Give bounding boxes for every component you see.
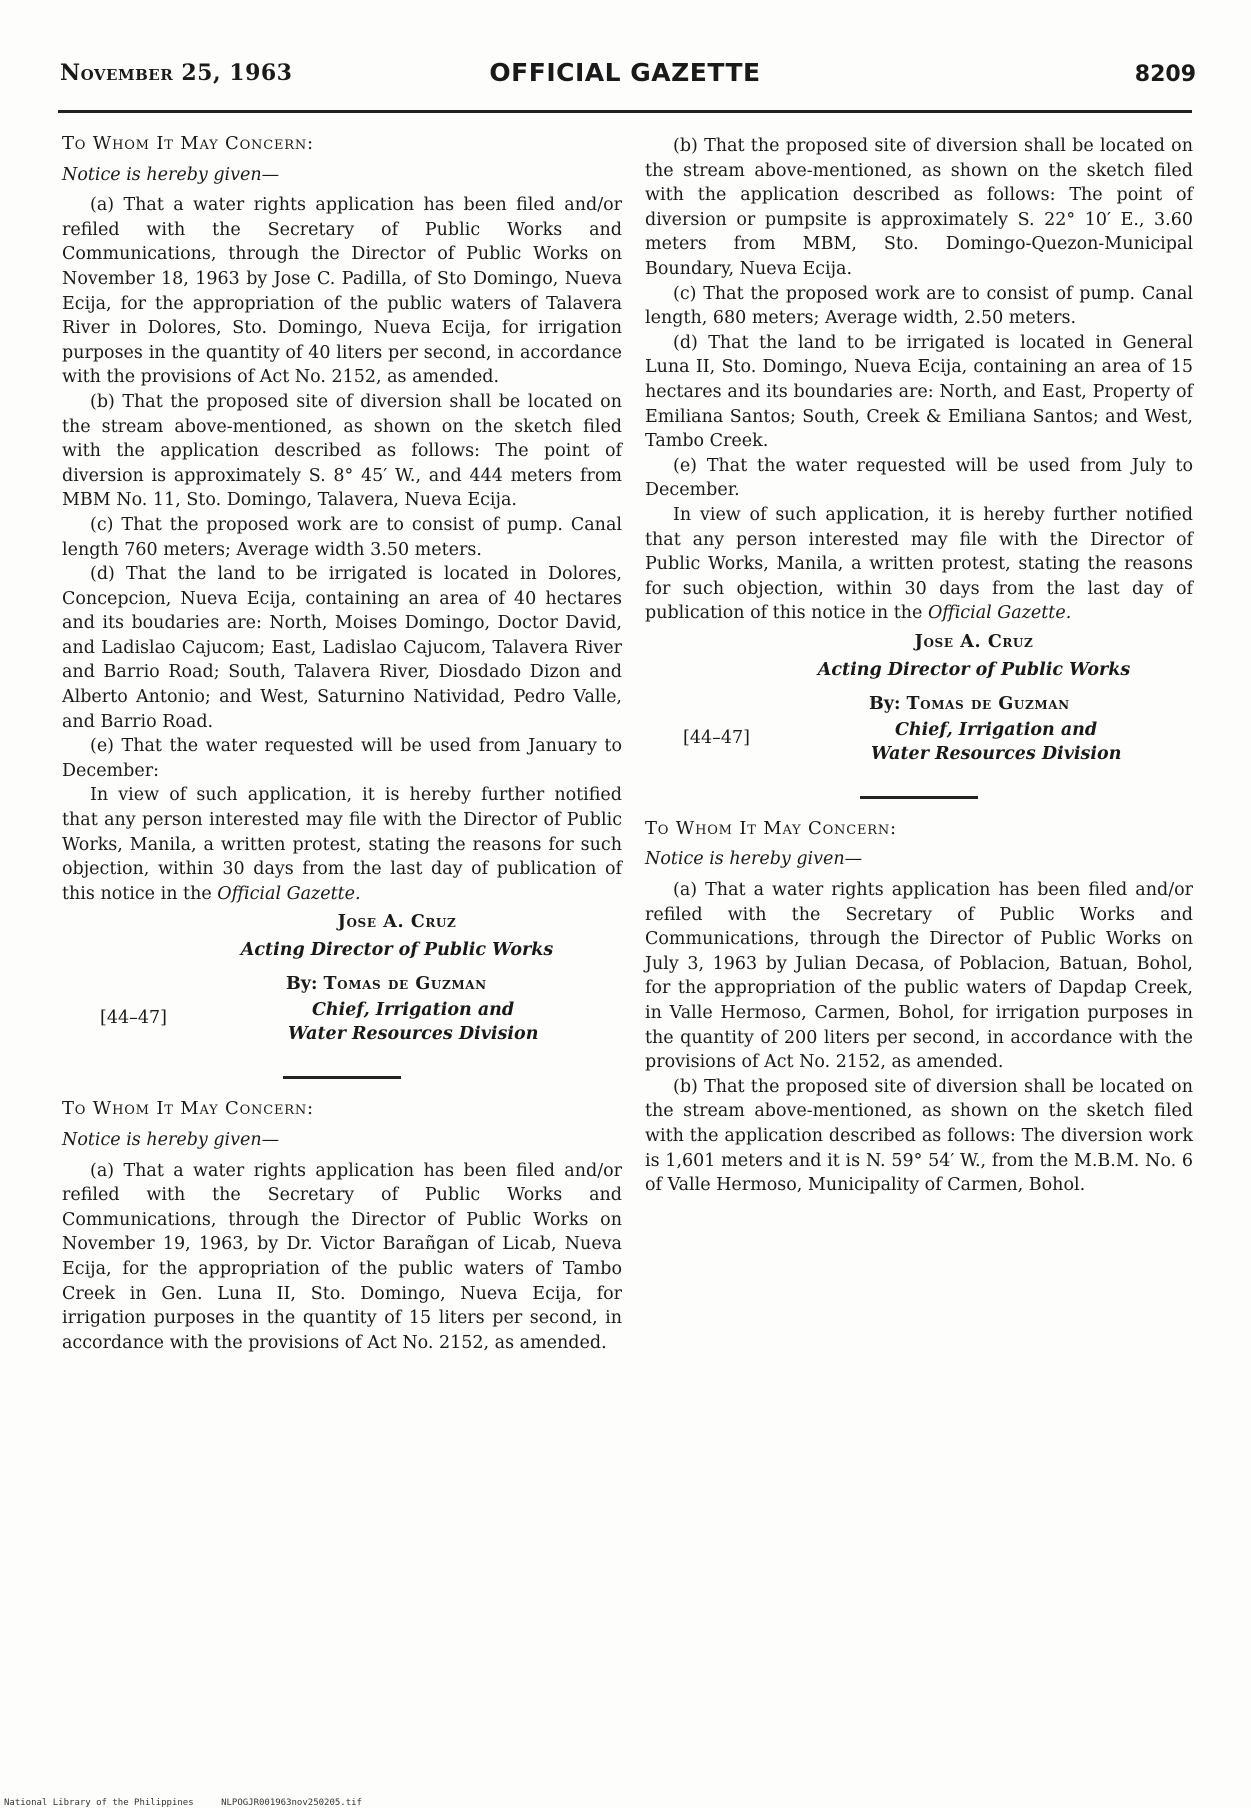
gazette-ref: Official Gazette. <box>927 603 1072 624</box>
notice-3 <box>645 817 1193 1198</box>
page-number: 8209 <box>1134 62 1196 87</box>
notice-2 <box>62 1097 622 1353</box>
signature-block <box>645 630 1193 782</box>
scan-footer <box>4 1798 384 1808</box>
protest-text: In view of such application, it is hereby further notified that any person interested may file with the Director of Public Works, Manila, a written protest, stating the reasons for such objection, within 30 days from the last day of publication of this notice in the <box>645 504 1193 624</box>
separator-rule <box>283 1076 401 1079</box>
protest-text: In view of such application, it is hereby further notified that any person interested may file with the Director of Public Works, Manila, a written protest, stating the reasons for such objection, within 30 days from the last day of publication of this notice in the <box>62 785 622 904</box>
publication-code: [44–47] <box>683 727 750 748</box>
notice-1 <box>62 132 622 1062</box>
library-credit: National Library of the Philippines <box>4 1798 194 1808</box>
chief-title: Chief, Irrigation and <box>312 1000 515 1021</box>
by-line <box>869 692 1070 717</box>
separator-rule <box>860 796 978 799</box>
signatory-name: Jose A. Cruz <box>914 631 1034 652</box>
paragraph-e: (e) That the water requested will be used from July to December. <box>645 455 1193 501</box>
notice-given: Notice is hereby given— <box>645 849 863 870</box>
scan-filename: NLPOGJR001963nov250205.tif <box>221 1798 362 1808</box>
left-column <box>62 132 622 1353</box>
paragraph-e: (e) That the water requested will be used from January to December: <box>62 736 622 781</box>
notice-2-continued <box>645 134 1193 782</box>
notice-salutation: To Whom It May Concern: <box>645 817 897 839</box>
paragraph-b: (b) That the proposed site of diversion shall be located on the stream above-mentioned, as shown on the sketch filed with the application described as follows: The point of diversion or pumpsite is approximately S. 22° 10′ E., 3.60 meters from MBM, Sto. Domingo-Quezon-Municipal Boundary, Nueva Ecija. <box>645 136 1193 279</box>
signatory-title: Acting Director of Public Works <box>817 659 1131 680</box>
signatory-name: Jose A. Cruz <box>337 912 457 933</box>
chief-title: Chief, Irrigation and <box>895 719 1098 740</box>
paragraph-d: (d) That the land to be irrigated is located in General Luna II, Sto. Domingo, Nueva Ecija, containing an area of 15 hectares and its boundaries are: North, and East, Property of Emiliana Santos; South, Creek & Emiliana Santos; and West, Tambo Creek. <box>645 332 1193 452</box>
paragraph-b: (b) That the proposed site of diversion shall be located on the stream above-mentioned, as shown on the sketch filed with the application described as follows: The diversion work is 1,601 meters and it is N. 59° 54′ W., from the M.B.M. No. 6 of Valle Hermoso, Municipality of Carmen, Bohol. <box>645 1076 1193 1196</box>
paragraph-c: (c) That the proposed work are to consist of pump. Canal length 760 meters; Average width 3.50 meters. <box>62 514 622 560</box>
notice-given: Notice is hereby given— <box>62 164 280 185</box>
paragraph-d: (d) That the land to be irrigated is located in Dolores, Concepcion, Nueva Ecija, containing an area of 40 hectares and its boudaries are: North, Moises Domingo, Doctor David, and Ladislao Cajucom; East, Ladislao Cajucom, Talavera River and Barrio Road; South, Talavera River, Diosdado Dizon and Alberto Antonio; and West, Saturnino Natividad, Pedro Valle, and Barrio Road. <box>62 564 622 732</box>
division-title: Water Resources Division <box>871 743 1122 764</box>
publication-title: OFFICIAL GAZETTE <box>489 58 761 87</box>
paragraph-protest <box>62 783 622 906</box>
notice-given: Notice is hereby given— <box>62 1130 280 1150</box>
by-line <box>286 972 487 997</box>
by-name: Tomas de Guzman <box>906 693 1070 714</box>
paragraph-protest <box>645 503 1193 626</box>
signature-block <box>62 910 622 1062</box>
notice-salutation: To Whom It May Concern: <box>62 1098 314 1120</box>
right-column <box>645 134 1193 1198</box>
by-label: By: <box>286 974 318 995</box>
by-label: By: <box>869 693 901 714</box>
paragraph-b: (b) That the proposed site of diversion shall be located on the stream above-mentioned, as shown on the sketch filed with the application described as follows: The point of diversion is approximately S. 8° 45′ W., and 444 meters from MBM No. 11, Sto. Domingo, Talavera, Nueva Ecija. <box>62 391 622 511</box>
notice-salutation: To Whom It May Concern: <box>62 133 314 154</box>
publication-code: [44–47] <box>100 1008 167 1029</box>
gazette-ref: Official Gazette. <box>217 883 361 904</box>
paragraph-c: (c) That the proposed work are to consist of pump. Canal length, 680 meters; Average width, 2.50 meters. <box>645 283 1193 329</box>
paragraph-a: (a) That a water rights application has been filed and/or refiled with the Secretary of Public Works and Communications, through the Director of Public Works on November 19, 1963, by Dr. Victor Barañgan of Licab, Nueva Ecija, for the appropriation of the public waters of Tambo Creek in Gen. Luna II, Sto. Domingo, Nueva Ecija, for irrigation purposes in the quantity of 15 liters per second, in accordance with the provisions of Act No. 2152, as amended. <box>62 1160 622 1353</box>
page-header <box>60 56 1196 96</box>
paragraph-a: (a) That a water rights application has been filed and/or refiled with the Secretary of Public Works and Communications, through the Director of Public Works on July 3, 1963 by Julian Decasa, of Poblacion, Batuan, Bohol, for the appropriation of the public waters of Dapdap Creek, in Valle Hermoso, Carmen, Bohol, for irrigation purposes in the quantity of 200 liters per second, in accordance with the provisions of Act No. 2152, as amended. <box>645 880 1193 1073</box>
header-rule <box>58 110 1192 113</box>
signatory-title: Acting Director of Public Works <box>240 940 554 961</box>
issue-date: November 25, 1963 <box>60 60 293 86</box>
paragraph-a: (a) That a water rights application has been filed and/or refiled with the Secretary of Public Works and Communications, through the Director of Public Works on November 18, 1963 by Jose C. Padilla, of Sto Domingo, Nueva Ecija, for the appropriation of the public waters of Talavera River in Dolores, Sto. Domingo, Nueva Ecija, for irrigation purposes in the quantity of 40 liters per second, in accordance with the provisions of Act No. 2152, as amended. <box>62 195 622 388</box>
division-title: Water Resources Division <box>288 1024 539 1045</box>
by-name: Tomas de Guzman <box>323 974 487 995</box>
